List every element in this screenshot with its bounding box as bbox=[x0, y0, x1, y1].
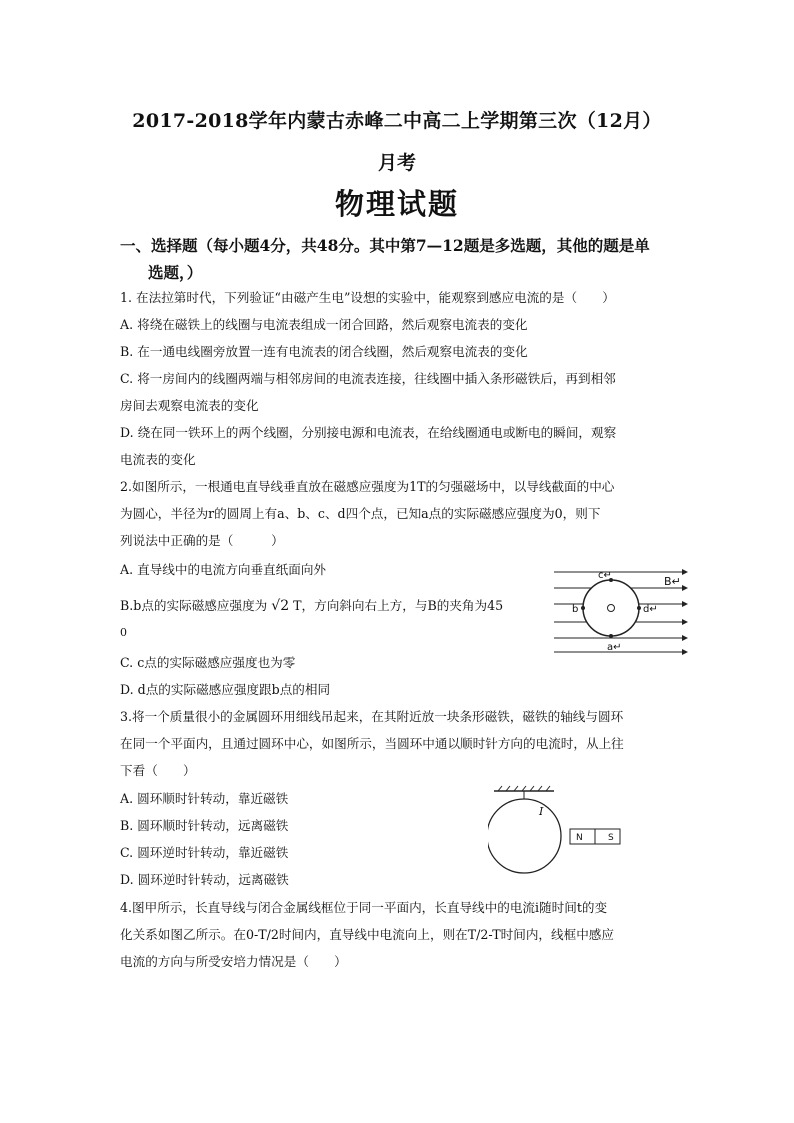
q3-stem-line3: 下看（ ） bbox=[120, 763, 196, 778]
q2-option-b-post: T，方向斜向右上方，与B的夹角为45 bbox=[293, 598, 504, 613]
q2-option-b bbox=[120, 597, 503, 615]
label-c: c↵ bbox=[598, 570, 612, 581]
section-heading-line1: 一、选择题（每小题4分，共48分。其中第7—12题是多选题，其他的题是单 bbox=[120, 236, 650, 255]
wire-cross-section bbox=[608, 605, 615, 612]
q3-option-a: A. 圆环顺时针转动，靠近磁铁 bbox=[120, 791, 289, 806]
label-b: b bbox=[572, 604, 579, 615]
point-b bbox=[581, 606, 585, 610]
q2-stem-line3: 列说法中正确的是（ ） bbox=[120, 533, 284, 548]
q2-stem-line1: 2.如图所示，一根通电直导线垂直放在磁感应强度为1T的匀强磁场中，以导线截面的中心 bbox=[120, 479, 615, 494]
point-a bbox=[609, 634, 613, 638]
label-B: B↵ bbox=[664, 575, 681, 588]
q1-option-a: A. 将绕在磁铁上的线圈与电流表组成一闭合回路，然后观察电流表的变化 bbox=[120, 317, 528, 332]
q2-option-c: C. c点的实际磁感应强度也为零 bbox=[120, 655, 296, 670]
q1-option-b: B. 在一通电线圈旁放置一连有电流表的闭合线圈，然后观察电流表的变化 bbox=[120, 344, 528, 359]
q3-stem-line1: 3.将一个质量很小的金属圆环用细线吊起来，在其附近放一块条形磁铁，磁铁的轴线与圆环 bbox=[120, 709, 624, 724]
q2-option-d: D. d点的实际磁感应强度跟b点的相同 bbox=[120, 682, 331, 697]
current-label-I: I bbox=[539, 805, 544, 818]
q2-option-b-pre: B.b点的实际磁感应强度为 bbox=[120, 598, 268, 613]
q4-stem-line2: 化关系如图乙所示。在0-T/2时间内，直导线中电流向上，则在T/2-T时间内，线框中感应 bbox=[120, 927, 614, 942]
q2-option-a: A. 直导线中的电流方向垂直纸面向外 bbox=[120, 562, 327, 577]
q4-stem-line3: 电流的方向与所受安培力情况是（ ） bbox=[120, 954, 347, 969]
q3-figure bbox=[488, 785, 628, 877]
label-a: a↵ bbox=[607, 642, 622, 653]
q3-option-b: B. 圆环顺时针转动，远离磁铁 bbox=[120, 818, 289, 833]
exam-title-line1: 2017-2018学年内蒙古赤峰二中高二上学期第三次（12月） bbox=[132, 110, 662, 132]
q2-option-b-cont: 0 bbox=[120, 626, 127, 639]
q1-option-c-line1: C. 将一房间内的线圈两端与相邻房间的电流表连接，往线圈中插入条形磁铁后，再到相邻 bbox=[120, 371, 616, 386]
q3-option-c: C. 圆环逆时针转动，靠近磁铁 bbox=[120, 845, 289, 860]
q2-stem-line2: 为圆心，半径为r的圆周上有a、b、c、d四个点，已知a点的实际磁感应强度为0，则下 bbox=[120, 506, 601, 521]
exam-title-line2: 月考 bbox=[377, 152, 416, 174]
label-d: d↵ bbox=[643, 604, 658, 615]
q3-stem-line2: 在同一个平面内，且通过圆环中心，如图所示，当圆环中通以顺时针方向的电流时，从上往 bbox=[120, 736, 624, 751]
subject-title: 物理试题 bbox=[334, 187, 459, 221]
q2-figure bbox=[550, 566, 690, 658]
q1-option-d-line2: 电流表的变化 bbox=[120, 452, 196, 467]
section-heading bbox=[120, 232, 680, 286]
metal-ring bbox=[488, 799, 561, 873]
magnet-n: N bbox=[576, 833, 583, 843]
q1-option-c-line2: 房间去观察电流表的变化 bbox=[120, 398, 259, 413]
section-heading-line2: 选题，） bbox=[148, 263, 203, 282]
magnet-s: S bbox=[608, 833, 614, 843]
q1-stem: 1. 在法拉第时代，下列验证“由磁产生电”设想的实验中，能观察到感应电流的是（ ） bbox=[120, 290, 615, 305]
sqrt2-symbol: √2 bbox=[271, 598, 290, 614]
q3-option-d: D. 圆环逆时针转动，远离磁铁 bbox=[120, 872, 289, 887]
q4-stem-line1: 4.图甲所示，长直导线与闭合金属线框位于同一平面内，长直导线中的电流i随时间t的变 bbox=[120, 900, 608, 915]
point-d bbox=[637, 606, 641, 610]
q1-option-d-line1: D. 绕在同一铁环上的两个线圈，分别接电源和电流表，在给线圈通电或断电的瞬间，观察 bbox=[120, 425, 617, 440]
